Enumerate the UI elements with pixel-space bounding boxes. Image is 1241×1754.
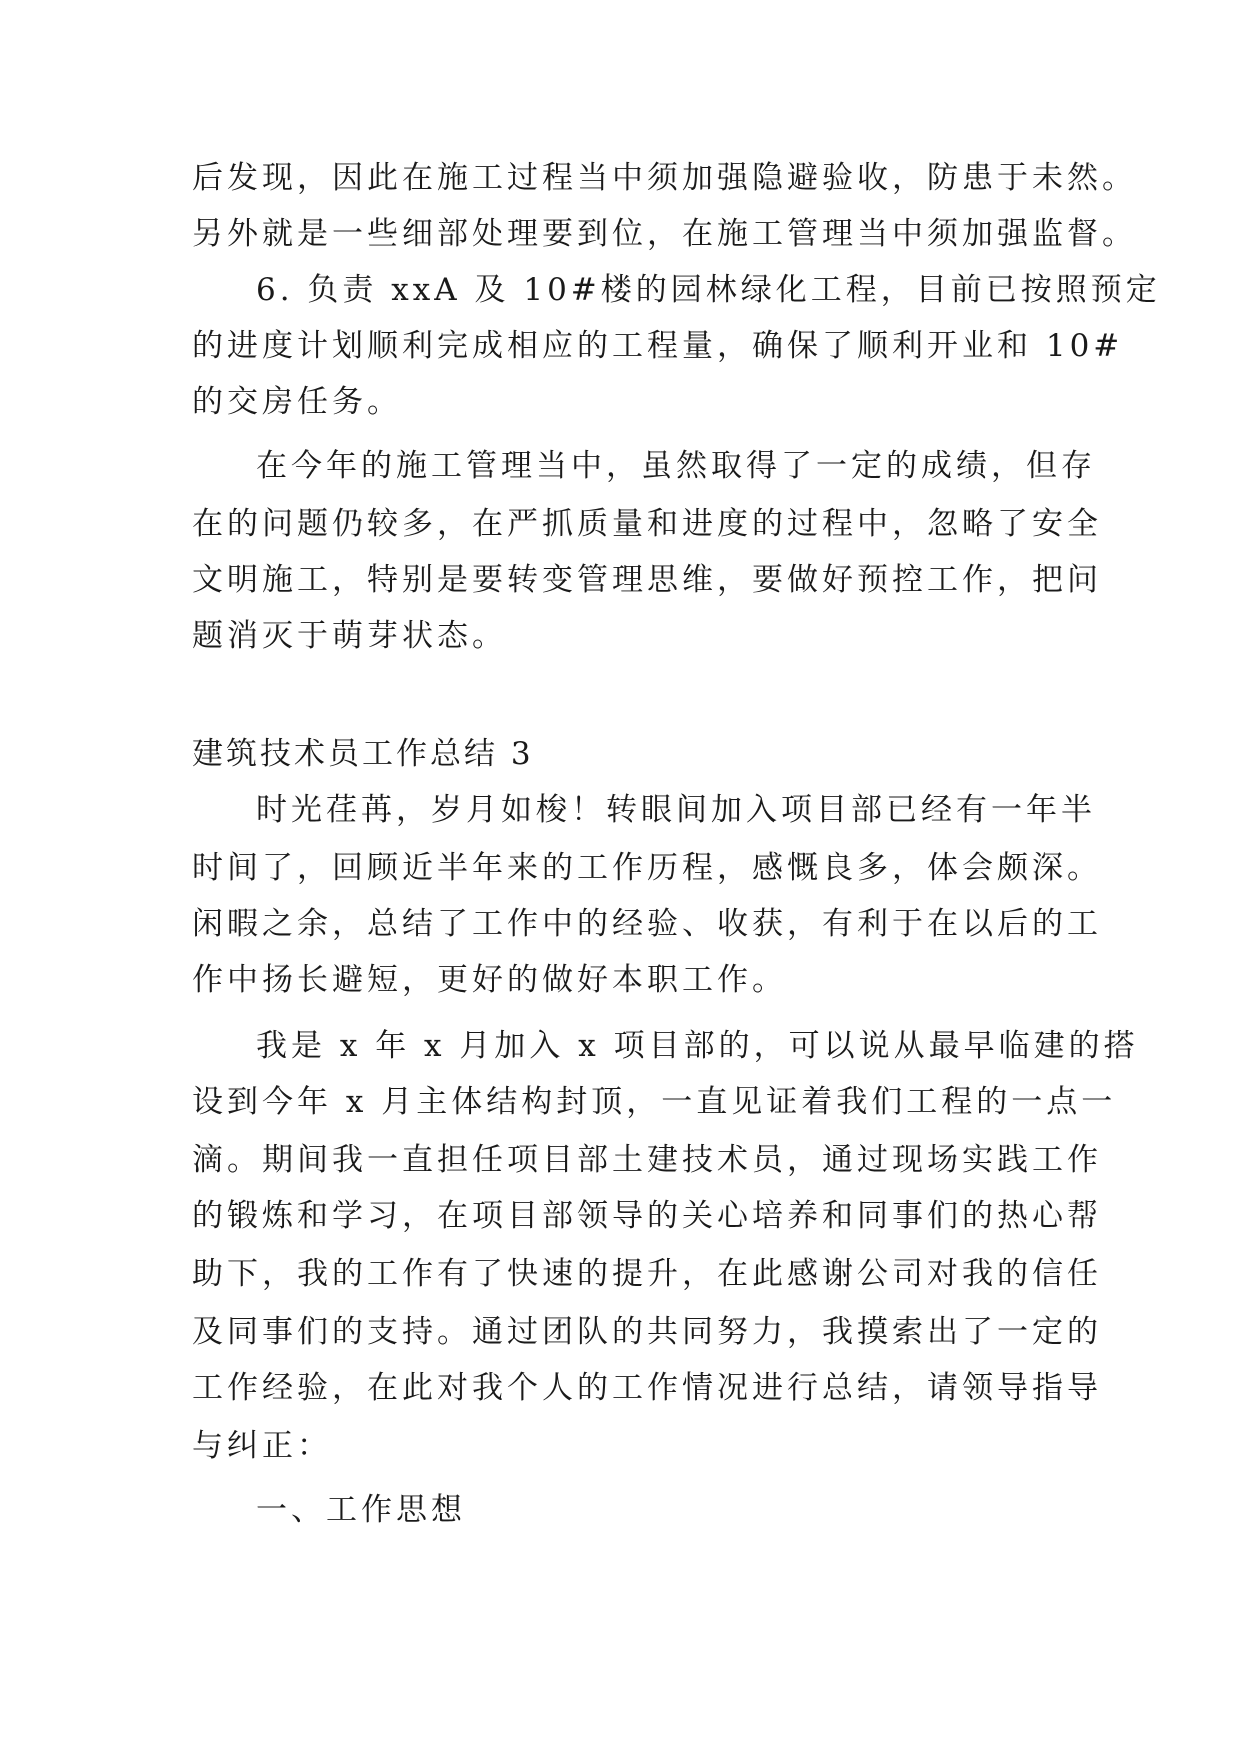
text-line: 滴。期间我一直担任项目部土建技术员，通过现场实践工作: [192, 1142, 1102, 1178]
text-line: 及同事们的支持。通过团队的共同努力，我摸索出了一定的: [192, 1314, 1102, 1350]
text-line: 文明施工，特别是要转变管理思维，要做好预控工作，把问: [192, 562, 1102, 598]
text-line: 助下，我的工作有了快速的提升，在此感谢公司对我的信任: [192, 1256, 1102, 1292]
subsection-heading: 一、工作思想: [256, 1492, 466, 1528]
text-line: 工作经验，在此对我个人的工作情况进行总结，请领导指导: [192, 1370, 1102, 1406]
text-line: 另外就是一些细部处理要到位，在施工管理当中须加强监督。: [192, 216, 1137, 252]
text-line: 的锻炼和学习，在项目部领导的关心培养和同事们的热心帮: [192, 1198, 1102, 1234]
text-line: 作中扬长避短，更好的做好本职工作。: [192, 962, 787, 998]
text-line: 后发现，因此在施工过程当中须加强隐避验收，防患于未然。: [192, 160, 1137, 196]
text-line: 的交房任务。: [192, 384, 402, 420]
text-line: 在的问题仍较多，在严抓质量和进度的过程中，忽略了安全: [192, 506, 1102, 542]
text-line: 我是 x 年 x 月加入 x 项目部的，可以说从最早临建的搭: [256, 1028, 1139, 1064]
text-line: 题消灭于萌芽状态。: [192, 618, 507, 654]
text-line: 时光荏苒，岁月如梭！转眼间加入项目部已经有一年半: [256, 792, 1096, 828]
text-line: 6. 负责 xxA 及 10#楼的园林绿化工程，目前已按照预定: [256, 272, 1161, 308]
text-line: 与纠正：: [192, 1428, 332, 1464]
text-line: 设到今年 x 月主体结构封顶，一直见证着我们工程的一点一: [192, 1084, 1117, 1120]
text-line: 时间了，回顾近半年来的工作历程，感慨良多，体会颇深。: [192, 850, 1102, 886]
text-line: 的进度计划顺利完成相应的工程量，确保了顺利开业和 10#: [192, 328, 1124, 364]
text-line: 在今年的施工管理当中，虽然取得了一定的成绩，但存: [256, 448, 1096, 484]
text-line: 闲暇之余，总结了工作中的经验、收获，有利于在以后的工: [192, 906, 1102, 942]
section-heading: 建筑技术员工作总结 3: [192, 736, 534, 772]
